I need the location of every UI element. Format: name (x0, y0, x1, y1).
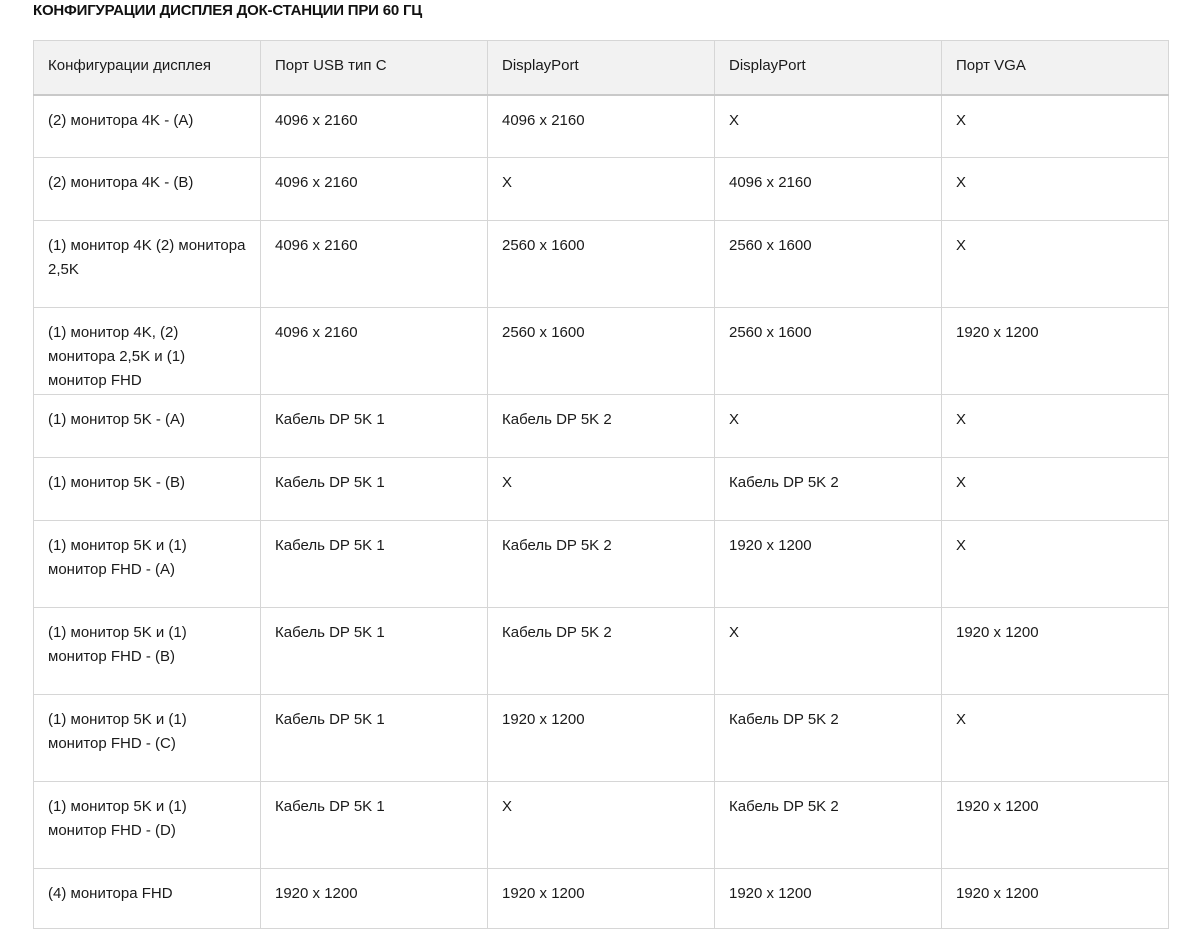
table-cell: 4096 x 2160 (261, 95, 488, 158)
display-config-table (33, 40, 1169, 929)
table-cell: 1920 x 1200 (488, 695, 715, 782)
table-cell: (1) монитор 5K и (1) монитор FHD - (A) (34, 521, 261, 608)
table-row (34, 608, 1169, 695)
table-row (34, 521, 1169, 608)
table-row (34, 869, 1169, 929)
table-cell: 1920 x 1200 (715, 521, 942, 608)
table-cell: 1920 x 1200 (942, 782, 1169, 869)
table-cell: X (942, 521, 1169, 608)
table-cell: X (942, 158, 1169, 221)
table-cell: X (942, 395, 1169, 458)
table-cell: 1920 x 1200 (261, 869, 488, 929)
table-cell: (1) монитор 5K и (1) монитор FHD - (D) (34, 782, 261, 869)
config-table-container (33, 40, 1169, 929)
table-cell: (1) монитор 4K (2) монитора 2,5K (34, 221, 261, 308)
column-header-configuration: Конфигурации дисплея (34, 41, 261, 95)
table-cell: (1) монитор 4K, (2) монитора 2,5K и (1) монитор FHD (34, 308, 261, 395)
column-header-usb-c: Порт USB тип C (261, 41, 488, 95)
table-cell: (1) монитор 5K - (B) (34, 458, 261, 521)
table-cell: X (942, 221, 1169, 308)
column-header-displayport-2: DisplayPort (715, 41, 942, 95)
table-cell: X (715, 95, 942, 158)
table-row (34, 458, 1169, 521)
table-cell: X (715, 395, 942, 458)
table-cell: (4) монитора FHD (34, 869, 261, 929)
page-title: КОНФИГУРАЦИИ ДИСПЛЕЯ ДОК-СТАНЦИИ ПРИ 60 ГЦ (33, 2, 423, 19)
table-cell: X (942, 95, 1169, 158)
table-cell: X (488, 158, 715, 221)
table-row (34, 308, 1169, 395)
table-cell: Кабель DP 5K 2 (715, 458, 942, 521)
table-cell: X (488, 782, 715, 869)
table-cell: 1920 x 1200 (715, 869, 942, 929)
table-cell: 4096 x 2160 (261, 308, 488, 395)
table-row (34, 95, 1169, 158)
table-cell: 1920 x 1200 (942, 608, 1169, 695)
column-header-vga: Порт VGA (942, 41, 1169, 95)
table-cell: (2) монитора 4K - (B) (34, 158, 261, 221)
table-cell: Кабель DP 5K 2 (715, 695, 942, 782)
column-header-displayport-1: DisplayPort (488, 41, 715, 95)
table-cell: Кабель DP 5K 2 (488, 395, 715, 458)
table-cell: X (942, 458, 1169, 521)
table-cell: 2560 x 1600 (488, 308, 715, 395)
table-row (34, 221, 1169, 308)
table-cell: 2560 x 1600 (488, 221, 715, 308)
table-cell: X (942, 695, 1169, 782)
table-header-row (34, 41, 1169, 95)
table-cell: (1) монитор 5K и (1) монитор FHD - (B) (34, 608, 261, 695)
table-row (34, 782, 1169, 869)
table-cell: (1) монитор 5K и (1) монитор FHD - (C) (34, 695, 261, 782)
table-cell: 4096 x 2160 (261, 221, 488, 308)
table-cell: Кабель DP 5K 2 (715, 782, 942, 869)
table-row (34, 395, 1169, 458)
table-cell: 4096 x 2160 (261, 158, 488, 221)
table-cell: Кабель DP 5K 1 (261, 458, 488, 521)
table-cell: 4096 x 2160 (488, 95, 715, 158)
table-cell: (2) монитора 4K - (A) (34, 95, 261, 158)
table-cell: Кабель DP 5K 1 (261, 395, 488, 458)
table-cell: 2560 x 1600 (715, 308, 942, 395)
table-cell: 4096 x 2160 (715, 158, 942, 221)
table-row (34, 695, 1169, 782)
table-row (34, 158, 1169, 221)
table-cell: X (715, 608, 942, 695)
table-cell: (1) монитор 5K - (A) (34, 395, 261, 458)
table-cell: 1920 x 1200 (942, 308, 1169, 395)
table-cell: Кабель DP 5K 1 (261, 521, 488, 608)
table-cell: Кабель DP 5K 1 (261, 695, 488, 782)
table-cell: Кабель DP 5K 2 (488, 521, 715, 608)
table-cell: Кабель DP 5K 2 (488, 608, 715, 695)
table-cell: X (488, 458, 715, 521)
table-cell: Кабель DP 5K 1 (261, 782, 488, 869)
table-cell: 2560 x 1600 (715, 221, 942, 308)
table-cell: 1920 x 1200 (488, 869, 715, 929)
table-cell: Кабель DP 5K 1 (261, 608, 488, 695)
table-cell: 1920 x 1200 (942, 869, 1169, 929)
